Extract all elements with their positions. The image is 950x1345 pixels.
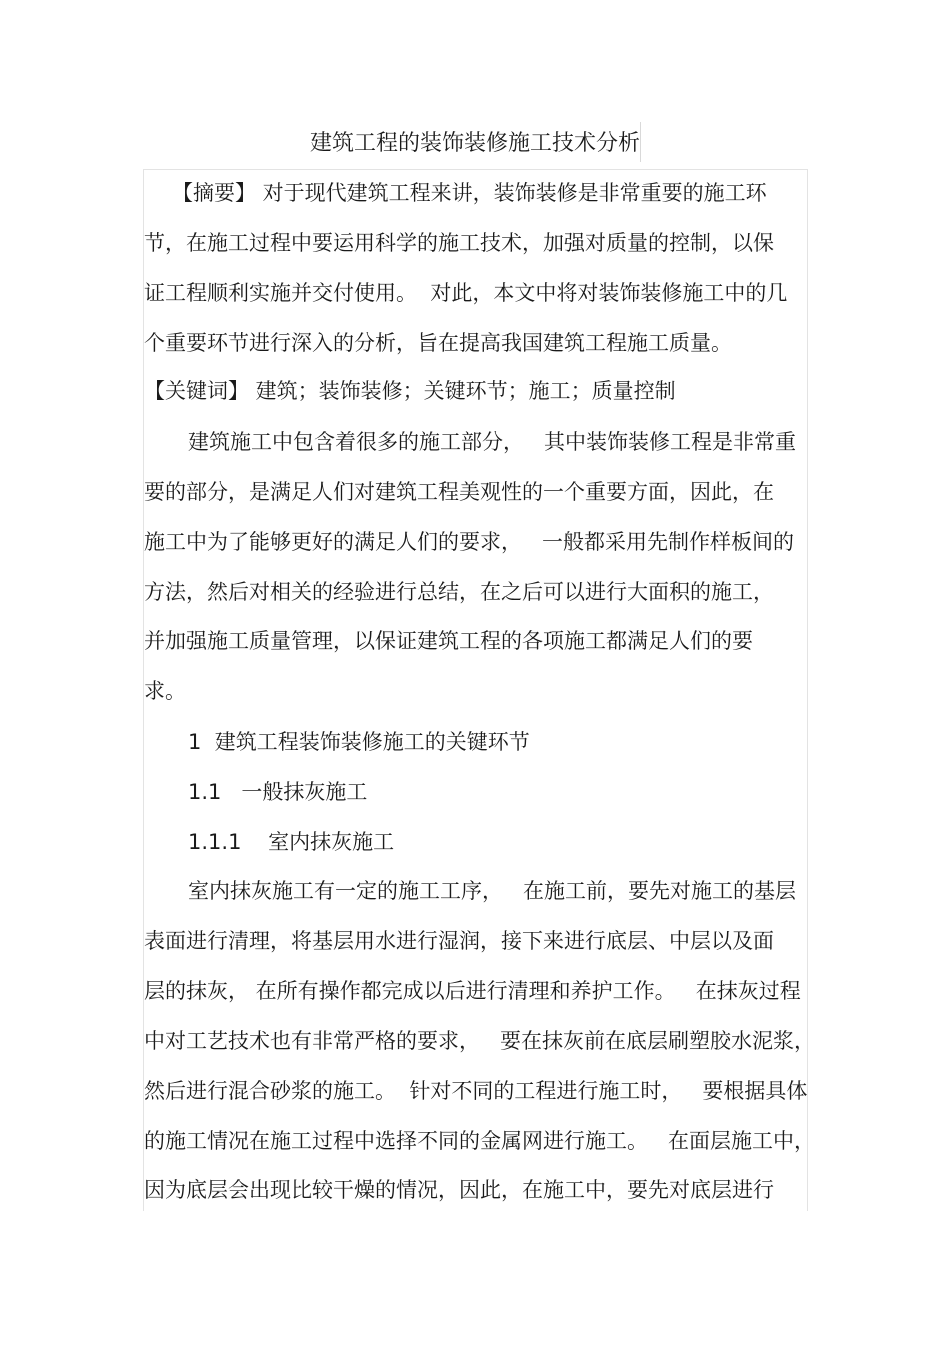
text-frame-top-border (143, 169, 807, 170)
body-paragraph-2-line-3: 层的抹灰， 在所有操作都完成以后进行清理和养护工作。 在抹灰过程 (144, 979, 801, 1003)
body-paragraph-1-line-6: 求。 (144, 679, 186, 703)
abstract-line-3: 证工程顺利实施并交付使用。 对此，本文中将对装饰装修施工中的几 (144, 281, 788, 305)
abstract-line-4: 个重要环节进行深入的分析，旨在提高我国建筑工程施工质量。 (144, 331, 732, 355)
section-heading-1: 1 建筑工程装饰装修施工的关键环节 (188, 730, 530, 754)
document-title: 建筑工程的装饰装修施工技术分析 (309, 131, 640, 156)
body-paragraph-1-line-4: 方法，然后对相关的经验进行总结，在之后可以进行大面积的施工， (144, 580, 774, 604)
keywords-line: 【关键词】 建筑；装饰装修；关键环节；施工；质量控制 (144, 379, 676, 403)
section-heading-1-1: 1.1 一般抹灰施工 (188, 780, 368, 804)
body-paragraph-2-line-1: 室内抹灰施工有一定的施工工序， 在施工前，要先对施工的基层 (188, 879, 797, 903)
body-paragraph-2-line-6: 的施工情况在施工过程中选择不同的金属网进行施工。 在面层施工中， (144, 1129, 816, 1153)
abstract-line-1: 【摘要】 对于现代建筑工程来讲，装饰装修是非常重要的施工环 (172, 181, 767, 205)
section-heading-1-1-1: 1.1.1 室内抹灰施工 (188, 830, 395, 854)
body-paragraph-2-line-4: 中对工艺技术也有非常严格的要求， 要在抹灰前在底层刷塑胶水泥浆， (144, 1029, 816, 1053)
body-paragraph-1-line-3: 施工中为了能够更好的满足人们的要求， 一般都采用先制作样板间的 (144, 530, 795, 554)
body-paragraph-2-line-5: 然后进行混合砂浆的施工。 针对不同的工程进行施工时， 要根据具体 (144, 1079, 808, 1103)
body-paragraph-1-line-1: 建筑施工中包含着很多的施工部分， 其中装饰装修工程是非常重 (188, 430, 797, 454)
body-paragraph-2-line-2: 表面进行清理，将基层用水进行湿润，接下来进行底层、中层以及面 (144, 929, 774, 953)
abstract-line-2: 节，在施工过程中要运用科学的施工技术，加强对质量的控制，以保 (144, 231, 774, 255)
body-paragraph-2-line-7: 因为底层会出现比较干燥的情况，因此，在施工中，要先对底层进行 (144, 1178, 774, 1202)
body-paragraph-1-line-5: 并加强施工质量管理，以保证建筑工程的各项施工都满足人们的要 (144, 629, 753, 653)
body-paragraph-1-line-2: 要的部分，是满足人们对建筑工程美观性的一个重要方面，因此，在 (144, 480, 774, 504)
